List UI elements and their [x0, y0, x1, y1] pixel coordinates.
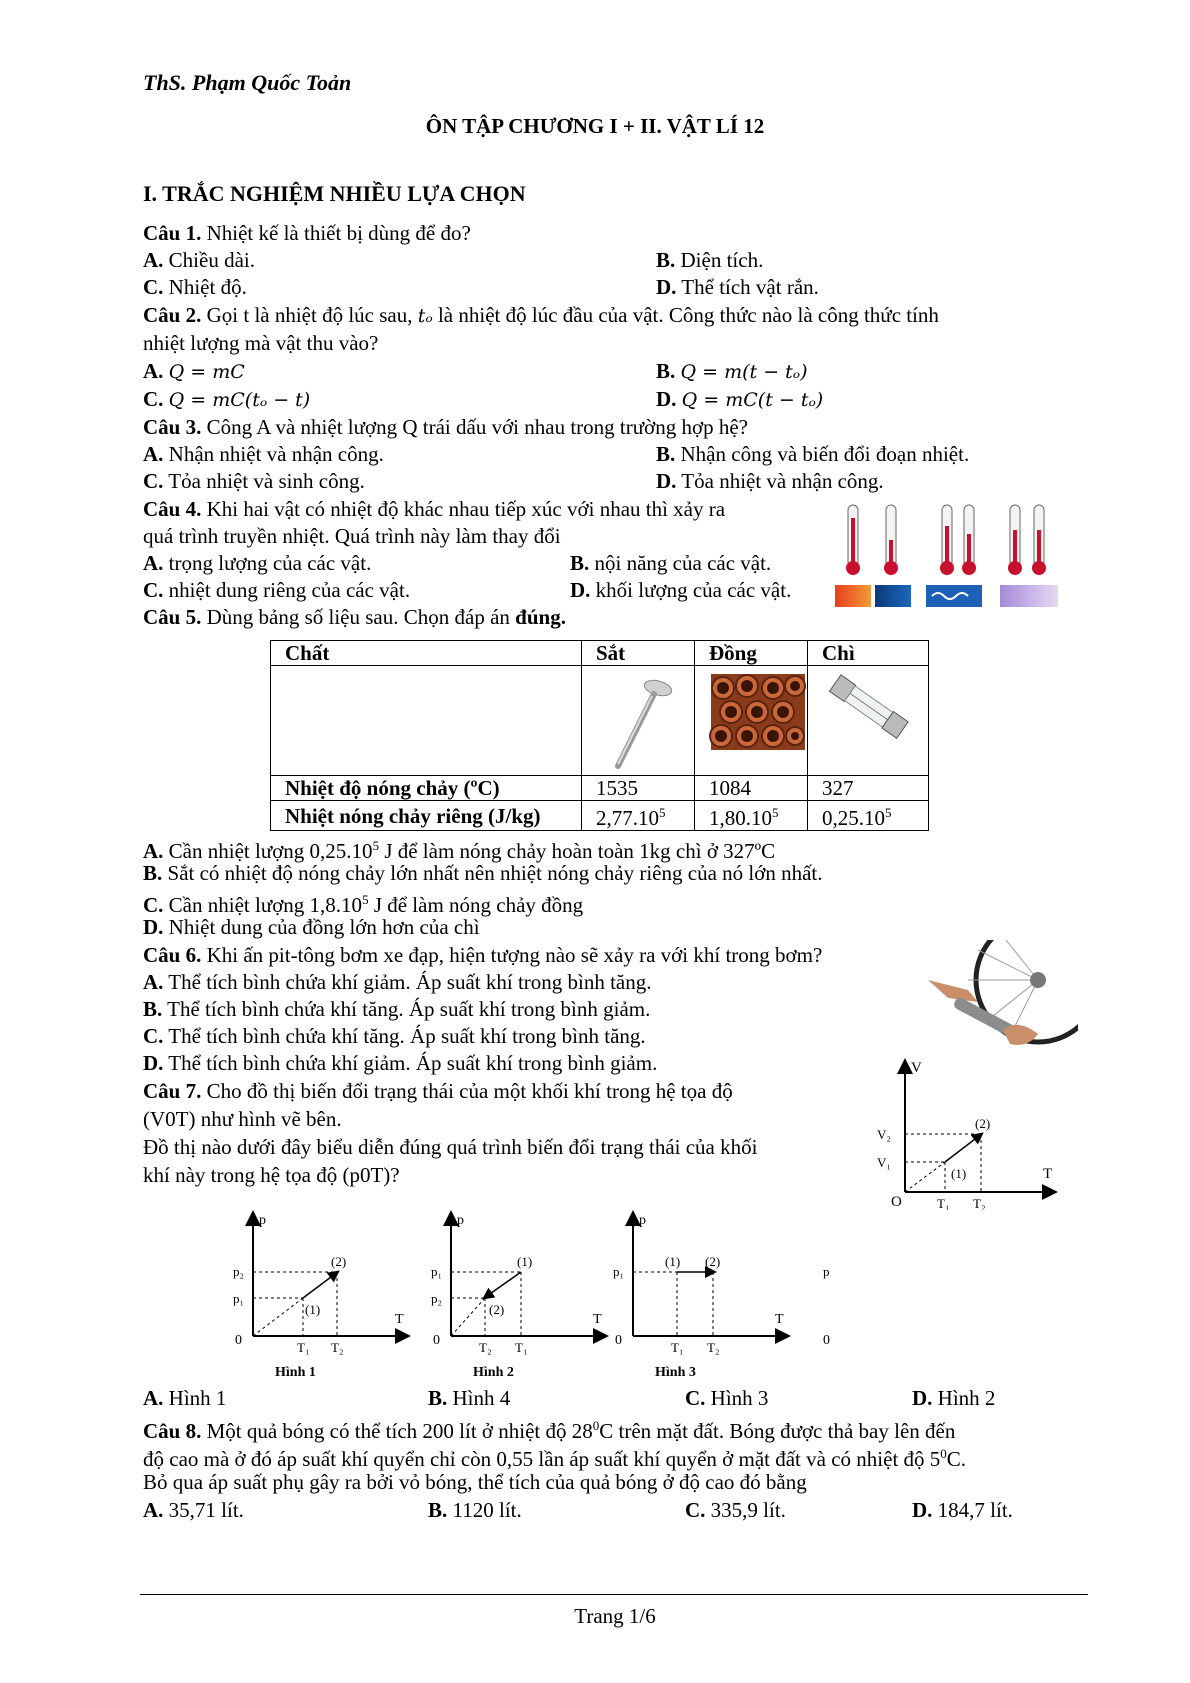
iron-nail-image: [582, 666, 695, 776]
q4-option-a[interactable]: A. trọng lượng của các vật.: [143, 551, 372, 575]
svg-text:(1): (1): [305, 1302, 321, 1317]
q7-option-d[interactable]: D. Hình 2: [912, 1386, 996, 1410]
copper-pipes-image: [695, 666, 808, 776]
svg-text:V: V: [911, 1060, 922, 1076]
q4-option-b[interactable]: B. nội năng của các vật.: [570, 551, 772, 575]
table-header-substance: Chất: [271, 641, 582, 666]
q4-option-c[interactable]: C. nhiệt dung riêng của các vật.: [143, 578, 411, 602]
q3-option-d[interactable]: D. Tỏa nhiệt và nhận công.: [656, 469, 884, 493]
q3-option-b[interactable]: B. Nhận công và biến đổi đoạn nhiệt.: [656, 442, 970, 466]
q7-option-a[interactable]: A. Hình 1: [143, 1386, 227, 1410]
q6-option-b[interactable]: B. Thể tích bình chứa khí tăng. Áp suất khí trong bình giảm.: [143, 997, 651, 1021]
svg-text:(2): (2): [489, 1302, 505, 1317]
q1-option-a[interactable]: A. Chiều dài.: [143, 248, 255, 272]
melting-point-lead: 327: [808, 776, 929, 801]
svg-text:p₁: p₁: [233, 1291, 245, 1306]
figure-1-label: Hình 1: [275, 1365, 316, 1380]
q3-option-a[interactable]: A. Nhận nhiệt và nhận công.: [143, 442, 384, 466]
svg-text:T: T: [593, 1312, 602, 1327]
page-number: Trang 1/6: [574, 1604, 656, 1628]
question-7: Câu 7. Cho đồ thị biến đổi trạng thái của một khối khí trong hệ tọa độ: [143, 1079, 733, 1103]
svg-text:T₂: T₂: [479, 1340, 492, 1355]
svg-text:O: O: [891, 1194, 902, 1210]
q3-option-c[interactable]: C. Tỏa nhiệt và sinh công.: [143, 469, 365, 493]
q8-option-a[interactable]: A. 35,71 lít.: [143, 1498, 244, 1522]
figure-3: [613, 1213, 784, 1380]
q1-option-b[interactable]: B. Diện tích.: [656, 248, 764, 272]
q8-option-c[interactable]: C. 335,9 lít.: [685, 1498, 786, 1522]
table-header-iron: Sắt: [582, 641, 695, 666]
svg-text:p: p: [823, 1264, 830, 1279]
q7-option-c[interactable]: C. Hình 3: [685, 1386, 769, 1410]
melting-point-copper: 1084: [695, 776, 808, 801]
row-latent-heat-label: Nhiệt nóng chảy riêng (J/kg): [271, 801, 582, 831]
question-5: Câu 5. Dùng bảng số liệu sau. Chọn đáp án đúng.: [143, 605, 566, 629]
q6-option-c[interactable]: C. Thể tích bình chứa khí tăng. Áp suất khí trong bình tăng.: [143, 1024, 646, 1048]
latent-heat-lead: 0,25.10$^5$: [808, 801, 929, 831]
question-8: Câu 8. Một quả bóng có thể tích 200 lít ở nhiệt độ $28^0C$ trên mặt đất. Bóng được thả bay lên đến: [143, 1418, 956, 1443]
q5-option-c[interactable]: C. Cần nhiệt lượng 1,8.10$^5$ J để làm nóng chảy đồng: [143, 892, 584, 917]
table-header-lead: Chì: [808, 641, 929, 666]
svg-text:0: 0: [615, 1333, 622, 1348]
vt-graph: [875, 1058, 1065, 1210]
q5-option-b[interactable]: B. Sắt có nhiệt độ nóng chảy lớn nhất nên nhiệt nóng chảy riêng của nó lớn nhất.: [143, 861, 823, 885]
figure-4-partial: [823, 1264, 830, 1348]
q2-option-a[interactable]: A. Q = mC: [143, 359, 245, 383]
question-7-cont3: khí này trong hệ tọa độ (p0T)?: [143, 1163, 400, 1187]
svg-text:T₂: T₂: [331, 1340, 344, 1355]
q8-option-d[interactable]: D. 184,7 lít.: [912, 1498, 1013, 1522]
svg-text:p: p: [259, 1213, 266, 1228]
q7-option-b[interactable]: B. Hình 4: [428, 1386, 511, 1410]
author: ThS. Phạm Quốc Toản: [143, 70, 352, 95]
section-title: I. TRẮC NGHIỆM NHIỀU LỰA CHỌN: [143, 181, 526, 206]
question-8-cont1: độ cao mà ở đó áp suất khí quyển chỉ còn 0,55 lần áp suất khí quyển ở mặt đất và có nhiệt độ $5^0C$.: [143, 1446, 967, 1471]
q8-option-b[interactable]: B. 1120 lít.: [428, 1498, 522, 1522]
svg-text:0: 0: [235, 1333, 242, 1348]
svg-text:T₁: T₁: [297, 1340, 310, 1355]
svg-text:(1): (1): [665, 1254, 681, 1269]
svg-text:T: T: [775, 1312, 784, 1327]
svg-text:V₁: V₁: [877, 1155, 891, 1170]
svg-text:T₁: T₁: [671, 1340, 684, 1355]
svg-text:T₁: T₁: [515, 1340, 528, 1355]
svg-text:T: T: [1043, 1166, 1053, 1182]
fuse-image: [808, 666, 929, 776]
q2-option-d[interactable]: D. Q = mC(t − tₒ): [656, 387, 824, 411]
figure-2-label: Hình 2: [473, 1365, 514, 1380]
svg-text:p₁: p₁: [431, 1264, 443, 1279]
data-table: [270, 640, 929, 831]
svg-text:0: 0: [433, 1333, 440, 1348]
question-6: Câu 6. Khi ấn pit-tông bơm xe đạp, hiện tượng nào sẽ xảy ra với khí trong bơm?: [143, 943, 823, 967]
svg-text:(1): (1): [951, 1166, 967, 1181]
figure-2: [431, 1213, 602, 1380]
svg-text:T₁: T₁: [937, 1196, 950, 1210]
svg-text:p₁: p₁: [613, 1264, 625, 1279]
question-7-cont2: Đồ thị nào dưới đây biểu diễn đúng quá trình biến đổi trạng thái của khối: [143, 1135, 758, 1159]
question-3: Câu 3. Công A và nhiệt lượng Q trái dấu với nhau trong trường hợp hệ?: [143, 415, 748, 439]
svg-text:V₂: V₂: [877, 1127, 891, 1142]
question-8-cont2: Bỏ qua áp suất phụ gây ra bởi vỏ bóng, thể tích của quả bóng ở độ cao đó bằng: [143, 1470, 807, 1494]
svg-text:T₂: T₂: [973, 1196, 986, 1210]
svg-text:p: p: [639, 1213, 646, 1228]
svg-text:p₂: p₂: [431, 1291, 443, 1306]
q2-option-c[interactable]: C. Q = mC(tₒ − t): [143, 387, 311, 411]
row-melting-point-label: Nhiệt độ nóng chảy (ºC): [271, 776, 582, 801]
svg-text:T: T: [395, 1312, 404, 1327]
question-7-cont1: (V0T) như hình vẽ bên.: [143, 1107, 342, 1131]
figure-1: [233, 1213, 404, 1380]
figure-3-label: Hình 3: [655, 1365, 696, 1380]
q5-option-a[interactable]: A. Cần nhiệt lượng 0,25.10$^5$ J để làm nóng chảy hoàn toàn 1kg chì ở 327ºC: [143, 838, 776, 863]
q2-option-b[interactable]: B. Q = m(t − tₒ): [656, 359, 808, 383]
pt-graphs: [225, 1208, 837, 1383]
q1-option-c[interactable]: C. Nhiệt độ.: [143, 275, 247, 299]
table-empty-cell: [271, 666, 582, 776]
question-4: Câu 4. Khi hai vật có nhiệt độ khác nhau tiếp xúc với nhau thì xảy ra: [143, 497, 726, 521]
question-1: Câu 1. Nhiệt kế là thiết bị dùng để đo?: [143, 221, 471, 245]
q4-option-d[interactable]: D. khối lượng của các vật.: [570, 578, 792, 602]
q1-option-d[interactable]: D. Thể tích vật rắn.: [656, 275, 819, 299]
question-2-cont: nhiệt lượng mà vật thu vào?: [143, 331, 379, 355]
page-title: ÔN TẬP CHƯƠNG I + II. VẬT LÍ 12: [425, 114, 765, 138]
question-4-cont: quá trình truyền nhiệt. Quá trình này làm thay đổi: [143, 524, 561, 548]
melting-point-iron: 1535: [582, 776, 695, 801]
question-2: Câu 2. Gọi t là nhiệt độ lúc sau, tₒ là nhiệt độ lúc đầu của vật. Công thức nào là công thức tính: [143, 303, 939, 327]
svg-text:0: 0: [823, 1333, 830, 1348]
svg-text:(2): (2): [331, 1254, 347, 1269]
bicycle-pump-image: [928, 940, 1078, 1048]
q6-option-d[interactable]: D. Thể tích bình chứa khí giảm. Áp suất khí trong bình giảm.: [143, 1051, 658, 1075]
thermometer-illustration: [830, 500, 1075, 610]
table-header-copper: Đồng: [695, 641, 808, 666]
latent-heat-copper: 1,80.10$^5$: [695, 801, 808, 831]
q5-option-d[interactable]: D. Nhiệt dung của đồng lớn hơn của chì: [143, 915, 480, 939]
svg-text:(1): (1): [517, 1254, 533, 1269]
footer-divider: [140, 1594, 1088, 1595]
svg-text:p: p: [457, 1213, 464, 1228]
svg-text:(2): (2): [975, 1116, 991, 1131]
svg-text:T₂: T₂: [707, 1340, 720, 1355]
svg-text:(2): (2): [705, 1254, 721, 1269]
q6-option-a[interactable]: A. Thể tích bình chứa khí giảm. Áp suất khí trong bình tăng.: [143, 970, 652, 994]
latent-heat-iron: 2,77.10$^5$: [582, 801, 695, 831]
svg-text:p₂: p₂: [233, 1264, 245, 1279]
